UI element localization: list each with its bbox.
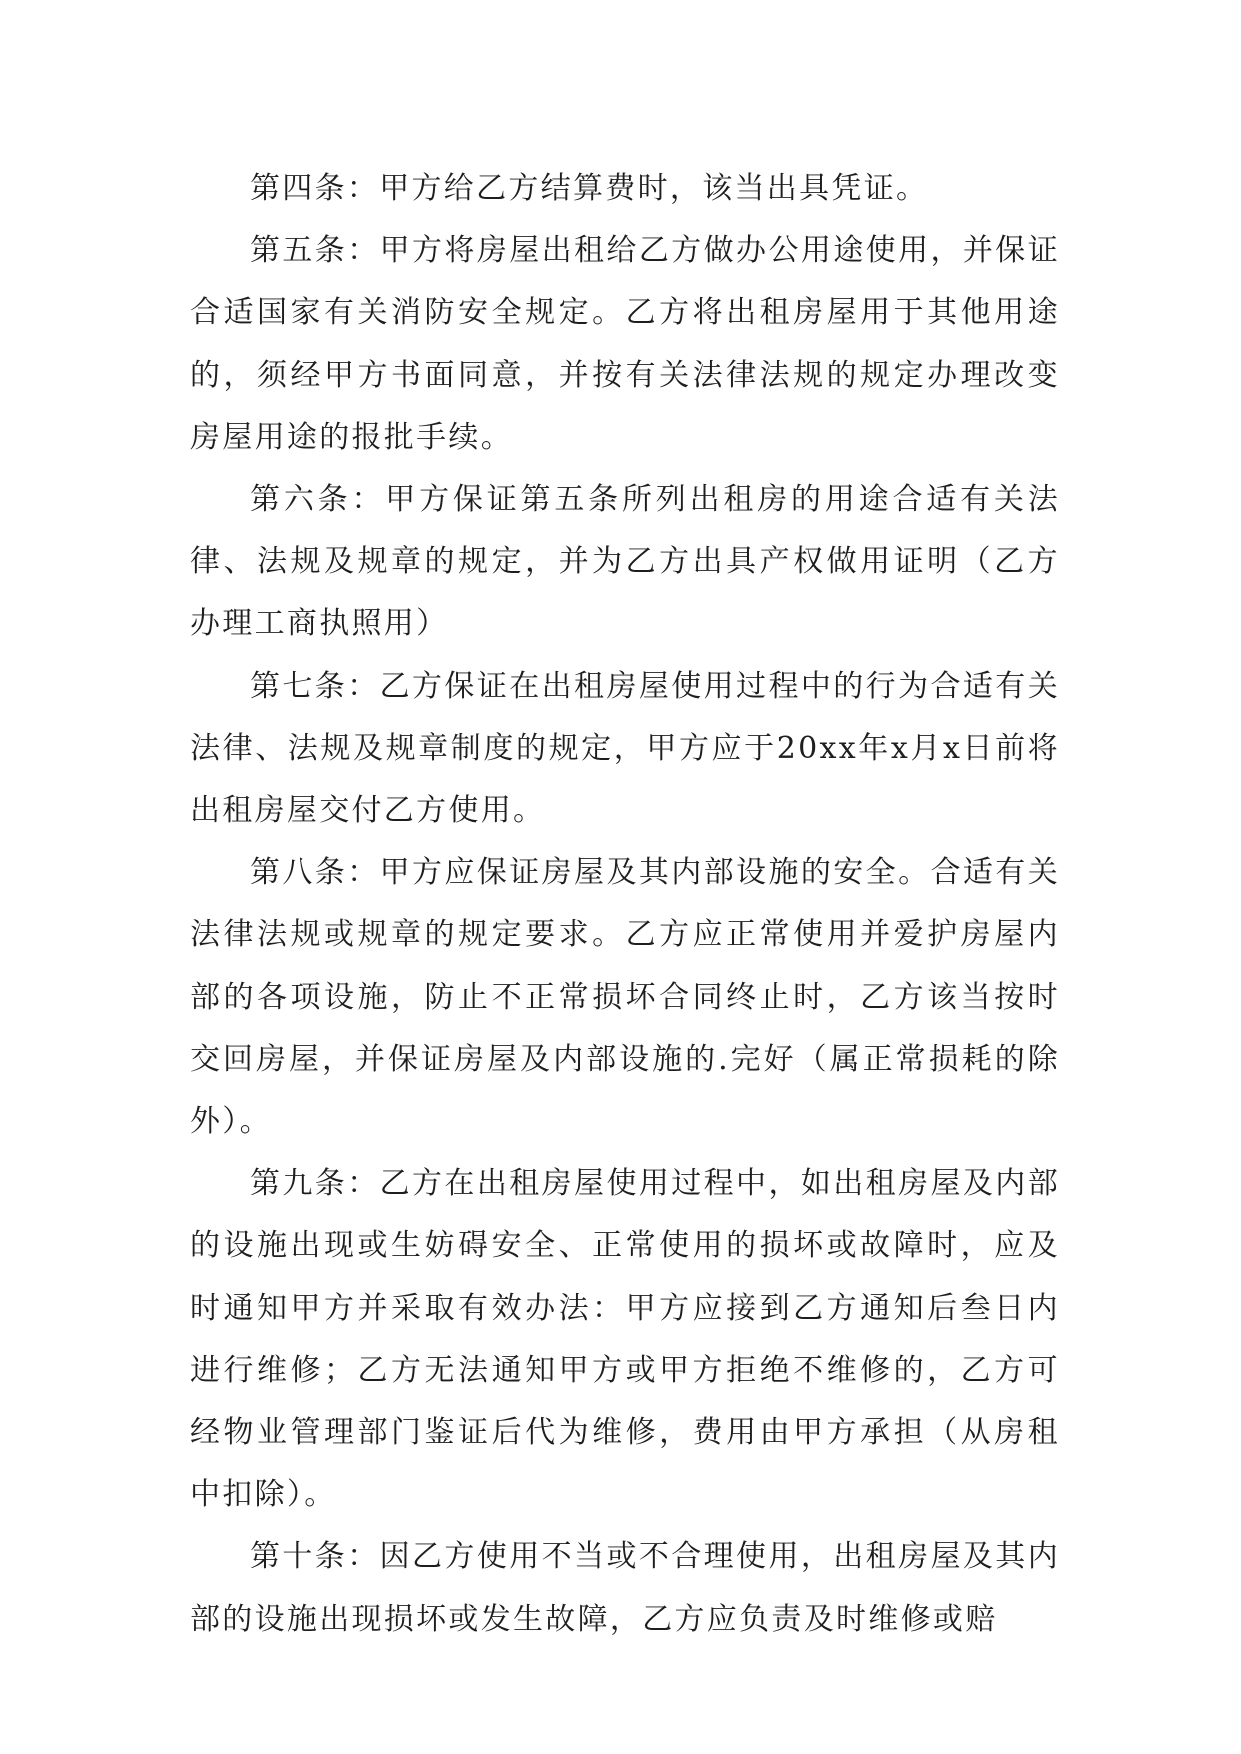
- article-4-paragraph: 第四条：甲方给乙方结算费时，该当出具凭证。: [250, 171, 929, 206]
- article-7-paragraph: 第七条：乙方保证在出租房屋使用过程中的行为合适有关法律、法规及规章制度的规定，甲方应于20xx年x月x日前将出租房屋交付乙方使用。: [190, 668, 1060, 829]
- article-8-paragraph: 第八条：甲方应保证房屋及其内部设施的安全。合适有关法律法规或规章的规定要求。乙方应正常使用并爱护房屋内部的各项设施，防止不正常损坏合同终止时，乙方该当按时交回房屋，并保证房屋及内部设施的.完好（属正常损耗的除外）。: [190, 855, 1060, 1140]
- article-6-paragraph: 第六条：甲方保证第五条所列出租房的用途合适有关法律、法规及规章的规定，并为乙方出具产权做用证明（乙方办理工商执照用）: [190, 482, 1060, 642]
- article-9-paragraph: 第九条：乙方在出租房屋使用过程中，如出租房屋及内部的设施出现或生妨碍安全、正常使用的损坏或故障时，应及时通知甲方并采取有效办法：甲方应接到乙方通知后叁日内进行维修；乙方无法通知甲方或甲方拒绝不维修的，乙方可经物业管理部门鉴证后代为维修，费用由甲方承担（从房租中扣除）。: [190, 1166, 1060, 1513]
- article-5-paragraph: 第五条：甲方将房屋出租给乙方做办公用途使用，并保证合适国家有关消防安全规定。乙方将出租房屋用于其他用途的，须经甲方书面同意，并按有关法律法规的规定办理改变房屋用途的报批手续。: [190, 233, 1060, 455]
- article-10-paragraph: 第十条：因乙方使用不当或不合理使用，出租房屋及其内部的设施出现损坏或发生故障，乙方应负责及时维修或赔: [190, 1539, 1060, 1637]
- document-body: [190, 158, 1060, 1651]
